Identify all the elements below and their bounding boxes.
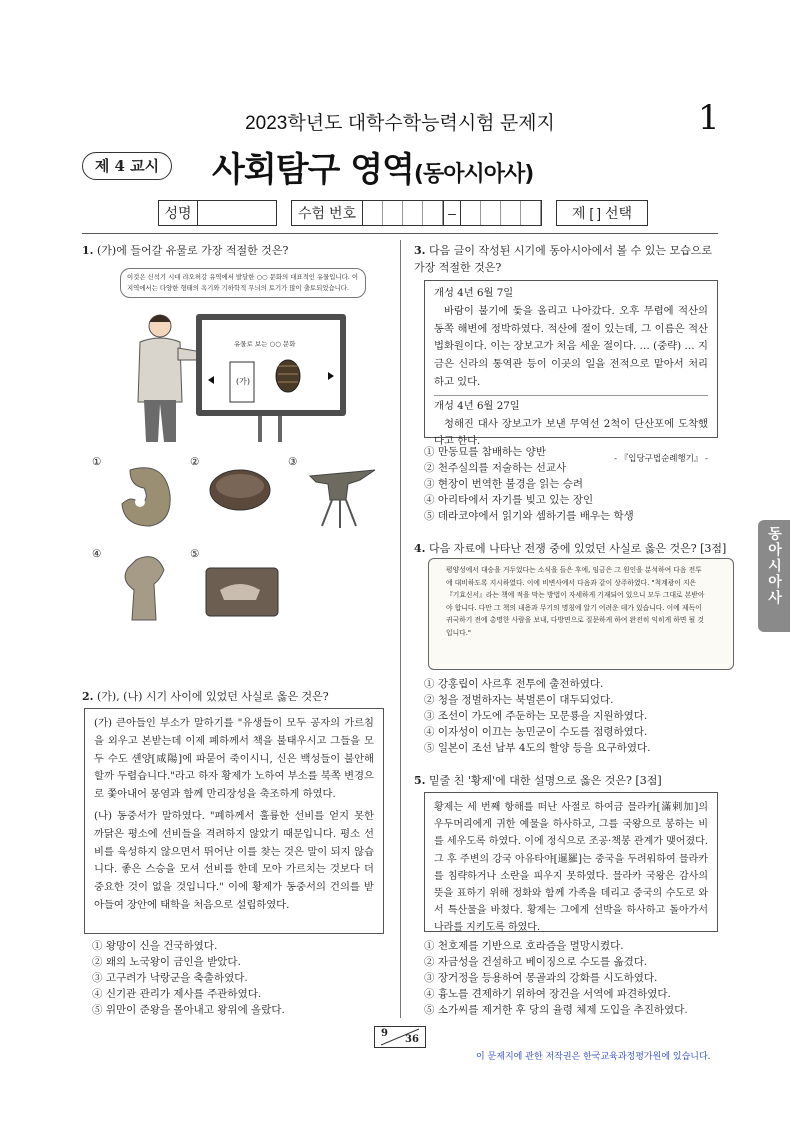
q1-stem-text: (가)에 들어갈 유물로 가장 적절한 것은? bbox=[96, 244, 289, 257]
q2-option-5[interactable]: ⑤ 위만이 준왕을 몰아내고 왕위에 올랐다. bbox=[92, 1004, 285, 1016]
board-slot-label: (가) bbox=[236, 377, 250, 386]
q1-option-5-label[interactable]: ⑤ bbox=[190, 548, 200, 560]
q1-option-1-label[interactable]: ① bbox=[92, 456, 102, 468]
q4-stem-text: 다음 자료에 나타난 전쟁 중에 있었던 사실로 옳은 것은? [3점] bbox=[428, 542, 727, 555]
artifact-4-vessel-icon bbox=[125, 557, 164, 620]
teacher-sweater bbox=[138, 338, 182, 402]
candidate-info-bar bbox=[158, 200, 648, 226]
q3-stem bbox=[414, 242, 718, 276]
artifact-1-jade-icon bbox=[122, 468, 170, 526]
q2-passage-b: (나) 동중서가 말하였다. "폐하께서 훌륭한 선비를 얻지 못한 까닭은 평소에 선비들을 격려하지 않았기 때문입니다. 평소 선비를 육성하지 않으면서 뛰어난 이를 찾는 것은 말이 되지 않습니다. 좋은 스승을 모셔 선비를 한데 모아 가르치는 것보다 더 중요한 것이 없을 것입니다." 이에 황제가 동중서의 건의를 받아들여 장안에 태학을 처음으로 설립하였다. bbox=[94, 809, 374, 911]
q1-stem bbox=[82, 242, 392, 258]
q5-stem-text: 밑줄 친 '황제'에 대한 설명으로 옳은 것은? [3점] bbox=[428, 774, 662, 787]
q3-option-4[interactable]: ④ 아리타에서 자기를 빚고 있는 장인 bbox=[424, 494, 594, 506]
q4-option-2[interactable]: ② 청을 정벌하자는 북벌론이 대두되었다. bbox=[424, 694, 614, 706]
q5-option-1[interactable]: ① 천호제를 기반으로 호라즘을 멸망시켰다. bbox=[424, 940, 624, 952]
exam-number-label: 수험 번호 bbox=[291, 200, 363, 226]
q1-artifact-images bbox=[110, 460, 390, 640]
q1-option-3-label[interactable]: ③ bbox=[288, 456, 298, 468]
q4-option-4[interactable]: ④ 이자성이 이끄는 농민군이 수도를 점령하였다. bbox=[424, 726, 648, 738]
page-current: 9 bbox=[381, 1028, 388, 1039]
page-total: 36 bbox=[405, 1034, 419, 1045]
q3-option-3[interactable]: ③ 현장이 번역한 불경을 읽는 승려 bbox=[424, 478, 584, 490]
q3-date-1: 개성 4년 6월 7일 bbox=[434, 287, 514, 299]
q1-option-2-label[interactable]: ② bbox=[190, 456, 200, 468]
q2-passage-a: (가) 큰아들인 부소가 말하기를 "유생들이 모두 공자의 가르침을 외우고 본받는데 이제 폐하께서 책을 불태우시고 그들을 모두 수도 셴양[咸陽]에 파묻어 죽이시니, 신은 백성들이 불안해 할까 두렵습니다."라고 하자 황제가 노하여 부소를 북쪽 변경으로 쫓아내어 몽염과 함께 만리장성을 축조하게 하였다. bbox=[94, 717, 374, 801]
q5-option-2[interactable]: ② 자금성을 건설하고 베이징으로 수도를 옮겼다. bbox=[424, 956, 648, 968]
q5-options bbox=[424, 938, 724, 1018]
teacher-hair bbox=[149, 315, 171, 322]
board-surface bbox=[202, 320, 340, 410]
q3-number: 3. bbox=[414, 244, 426, 257]
q1-number: 1. bbox=[82, 244, 94, 257]
choice-field[interactable]: 제 [ ] 선택 bbox=[556, 200, 648, 226]
q3-option-1[interactable]: ① 만동묘를 참배하는 양반 bbox=[424, 446, 546, 458]
subject-main: 사회탐구 영역 bbox=[212, 150, 414, 190]
q2-number: 2. bbox=[82, 690, 94, 703]
q4-options bbox=[424, 676, 718, 756]
q1-teacher-illustration bbox=[118, 304, 378, 444]
teacher-pants bbox=[144, 400, 176, 442]
exam-title: 2023학년도 대학수학능력시험 문제지 bbox=[245, 113, 555, 134]
q3-stem-text: 다음 글이 작성된 시기에 동아시아에서 볼 수 있는 모습으로 가장 적절한 것은? bbox=[414, 244, 712, 274]
q5-number: 5. bbox=[414, 774, 426, 787]
header-rule bbox=[82, 233, 718, 234]
q2-options bbox=[92, 938, 392, 1018]
column-divider bbox=[400, 240, 401, 1018]
name-label: 성명 bbox=[158, 200, 198, 226]
q4-passage: 평양성에서 대승을 거두었다는 소식을 들은 후에, 임금은 그 원인을 분석하여 다음 전투에 대비하도록 지시하였다. 이에 비변사에서 다음과 같이 상주하였다. "척계광이 지은 『기효신서』라는 책에 적을 막는 방법이 자세하게 기재되어 있으니 모두 그대로 본받아야 합니다. 다만 그 책의 내용과 무기의 명칭에 알기 어려운 데가 있습니다. 이에 제독이 귀국하기 전에 총명한 사람을 보내, 다방면으로 질문하게 하여 완전히 익히게 하면 될 것입니다." bbox=[446, 566, 705, 637]
q2-option-1[interactable]: ① 왕망이 신을 건국하였다. bbox=[92, 940, 218, 952]
page-indicator bbox=[374, 1026, 426, 1048]
exam-number-field-b[interactable] bbox=[461, 200, 542, 226]
q2-stem-text: (가), (나) 시기 사이에 있었던 사실로 옳은 것은? bbox=[96, 690, 329, 703]
q3-source: - 『입당구법순례행기』 - bbox=[614, 454, 708, 465]
q5-option-4[interactable]: ④ 흉노를 견제하기 위하여 장건을 서역에 파견하였다. bbox=[424, 988, 671, 1000]
q5-stem bbox=[414, 772, 718, 788]
subject-side-tab bbox=[758, 520, 790, 632]
q5-passage: 황제는 세 번째 항해를 떠난 사절로 하여금 믈라카[滿剌加]의 우두머리에게 귀한 예물을 하사하고, 그를 국왕으로 봉하는 비를 세우도록 하였다. 이에 정식으로 조공·책봉 관계가 맺어졌다. 그 후 주변의 강국 아유타야[暹羅]는 중국을 두려워하여 믈라카를 침략하거나 소란을 피우지 못하였다. 믈라카 국왕은 감사의 뜻을 표하기 위해 정화와 함께 가족을 데리고 중국의 수도로 와서 특산물을 바쳤다. 황제는 그에게 선박을 하사하고 돌아가서 나라를 지키도록 하였다. bbox=[424, 792, 718, 932]
q2-option-2[interactable]: ② 왜의 노국왕이 금인을 받았다. bbox=[92, 956, 241, 968]
q5-option-3[interactable]: ③ 장거정을 등용하여 몽골과의 강화를 시도하였다. bbox=[424, 972, 658, 984]
q4-number: 4. bbox=[414, 542, 426, 555]
subject-title bbox=[212, 142, 533, 191]
q1-option-4-label[interactable]: ④ bbox=[92, 548, 102, 560]
q3-options bbox=[424, 444, 718, 524]
artifact-3-tripod-icon bbox=[310, 470, 375, 500]
q5-option-5[interactable]: ⑤ 소가씨를 제거한 후 당의 율령 체제 도입을 추진하였다. bbox=[424, 1004, 688, 1016]
q1-speech-bubble: 이것은 신석기 시대 랴오허강 유역에서 발달한 ○○ 문화의 대표적인 유물입니다. 이 지역에서는 다양한 형태의 옥기와 기하학적 무늬의 토기가 많이 출토되었습니다. bbox=[120, 268, 366, 298]
q3-option-5[interactable]: ⑤ 데라코야에서 읽기와 셈하기를 배우는 학생 bbox=[424, 510, 634, 522]
copyright-notice: 이 문제지에 관한 저작권은 한국교육과정평가원에 있습니다. bbox=[476, 1052, 711, 1062]
exam-number-field-a[interactable] bbox=[363, 200, 444, 226]
q3-option-2[interactable]: ② 천주실의를 저술하는 선교사 bbox=[424, 462, 567, 474]
page-number: 1 bbox=[698, 98, 720, 138]
exam-number-dash: – bbox=[444, 200, 461, 226]
board-title: 유물로 보는 ○○ 문화 bbox=[234, 340, 296, 348]
q2-passage bbox=[84, 708, 384, 934]
q4-option-1[interactable]: ① 강홍립이 사르후 전투에 출전하였다. bbox=[424, 678, 604, 690]
name-field[interactable] bbox=[198, 200, 277, 226]
pottery-image bbox=[276, 360, 300, 392]
q3-date-2: 개성 4년 6월 27일 bbox=[434, 395, 708, 416]
session-label: 제 4 교시 bbox=[82, 152, 172, 180]
subject-sub: (동아시아사) bbox=[413, 162, 534, 187]
subject-side-tab-label: 동아시아사 bbox=[766, 526, 782, 606]
q3-text-2: 청해진 대사 장보고가 보낸 무역선 2척이 단산포에 도착했다고 한다. bbox=[434, 417, 708, 448]
q4-option-5[interactable]: ⑤ 일본이 조선 남부 4도의 할양 등을 요구하였다. bbox=[424, 742, 651, 754]
q2-option-3[interactable]: ③ 고구려가 낙랑군을 축출하였다. bbox=[92, 972, 248, 984]
q2-option-4[interactable]: ④ 신기관 관리가 제사를 주관하였다. bbox=[92, 988, 262, 1000]
q3-text-1: 바람이 불기에 돛을 올리고 나아갔다. 오후 무렵에 적산의 동쪽 해변에 정박하였다. 적산에 절이 있는데, 그 이름은 적산 법화원이다. 이는 장보고가 처음 세운 절이다. … (중략) … 지금은 신라의 통역관 등이 이곳의 일을 전적으로 맡아서 처리하고 있다. bbox=[434, 304, 708, 388]
q4-option-3[interactable]: ③ 조선이 가도에 주둔하는 모문룡을 지원하였다. bbox=[424, 710, 648, 722]
q4-stem bbox=[414, 540, 744, 556]
q2-stem bbox=[82, 688, 392, 704]
